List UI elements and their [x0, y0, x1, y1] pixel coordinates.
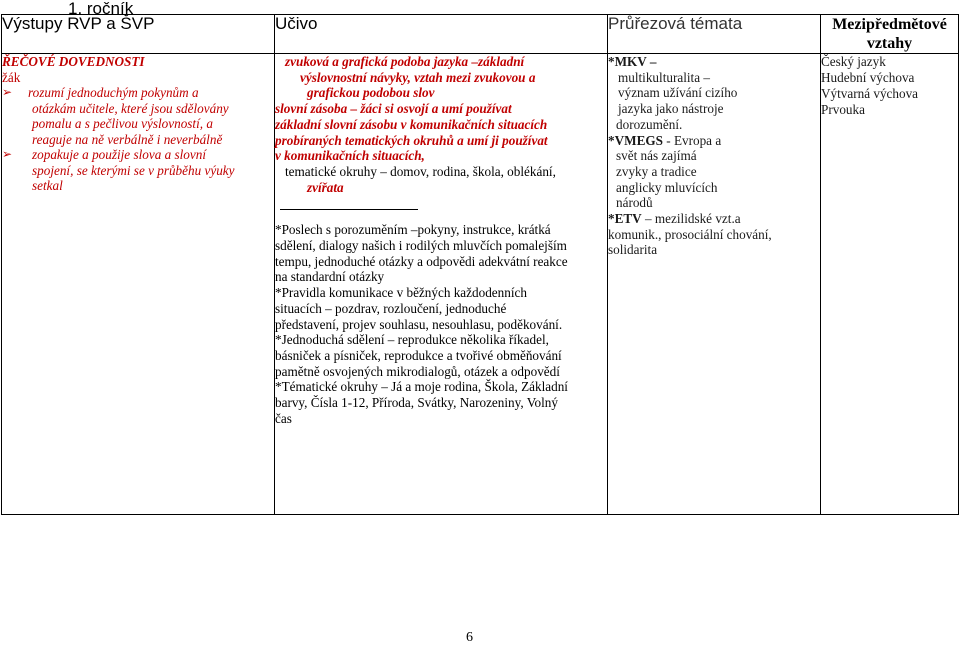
outcomes-title: ŘEČOVÉ DOVEDNOSTI: [2, 54, 145, 69]
content-red-line: zvuková a grafická podoba jazyka –základní: [285, 54, 525, 69]
theme-etv-title: *ETV – mezilidské vzt.a: [608, 211, 741, 227]
content-paragraph-line: sdělení, dialogy našich i rodilých mluvčích pomalejším: [275, 238, 567, 254]
relation-subject: Prvouka: [821, 102, 865, 117]
content-paragraph-line: *Poslech s porozuměním –pokyny, instrukce, krátká: [275, 222, 551, 238]
outcome-item-line: rozumí jednoduchým pokynům a: [28, 85, 199, 100]
theme-mkv-title: *MKV –: [608, 54, 657, 69]
topics-last: zvířata: [307, 179, 344, 195]
outcomes-cell: [2, 54, 275, 515]
content-paragraph-line: básniček a písniček, reprodukce a tvořivé obměňování: [275, 347, 562, 363]
outcome-item-line: reaguje na ně verbálně i neverbálně: [32, 131, 223, 147]
theme-line: národů: [616, 195, 653, 211]
outcome-item: [2, 85, 274, 101]
theme-vmegs-title: *VMEGS - Evropa a: [608, 132, 722, 148]
themes-cell: [608, 54, 821, 515]
theme-line: jazyka jako nástroje: [618, 101, 724, 117]
arrow-bullet-icon: ➢: [2, 85, 13, 99]
outcomes-subject: žák: [2, 69, 21, 85]
grade-heading: 1. ročník: [68, 0, 134, 18]
outcome-item: [2, 147, 274, 163]
relation-subject: Výtvarná výchova: [821, 86, 919, 101]
theme-line: komunik., prosociální chování,: [608, 226, 772, 242]
outcome-item-line: spojení, se kterými se v průběhu výuky: [32, 162, 235, 178]
content-paragraph-line: představení, projev souhlasu, nesouhlasu, poděkování.: [275, 316, 563, 332]
relation-subject: Český jazyk: [821, 54, 886, 69]
header-relations-line2: vztahy: [866, 35, 913, 52]
content-paragraph-line: *Jednoduchá sdělení – reprodukce několika říkadel,: [275, 332, 549, 348]
content-paragraph-line: *Pravidla komunikace v běžných každodenních: [275, 285, 527, 301]
page-number: 6: [466, 630, 473, 645]
header-relations-line1: Mezipředmětové: [832, 16, 947, 33]
curriculum-table: [1, 14, 959, 515]
outcome-item-line: pomalu a s pečlivou výslovností, a: [32, 116, 213, 131]
content-red-line: slovní zásoba – žáci si osvojí a umí používat: [275, 101, 512, 117]
content-paragraph-line: *Tématické okruhy – Já a moje rodina, Škola, Základní: [275, 379, 568, 395]
theme-line: dorozumění.: [616, 116, 683, 132]
theme-line: multikulturalita –: [618, 69, 710, 85]
header-content: Učivo: [275, 15, 608, 54]
theme-line: svět nás zajímá: [616, 148, 697, 164]
content-red-line: probíraných tematických okruhů a umí ji používat: [275, 132, 548, 148]
arrow-bullet-icon: ➢: [2, 147, 13, 161]
content-cell: [275, 54, 608, 515]
content-red-line: základní slovní zásobu v komunikačních situacích: [275, 116, 548, 132]
theme-line: zvyky a tradice: [616, 163, 697, 179]
header-row: [2, 15, 959, 54]
content-row: [2, 54, 959, 515]
content-paragraph-line: pamětně osvojených mikrodialogů, otázek a odpovědí: [275, 363, 560, 379]
relation-subject: Hudební výchova: [821, 70, 915, 85]
content-paragraph-line: čas: [275, 410, 292, 426]
theme-line: solidarita: [608, 242, 658, 258]
content-red-line: v komunikačních situacích,: [275, 148, 425, 164]
content-paragraph-line: barvy, Čísla 1-12, Příroda, Svátky, Narozeniny, Volný: [275, 395, 558, 411]
theme-line: anglicky mluvících: [616, 179, 718, 195]
header-outcomes: Výstupy RVP a ŠVP: [2, 15, 275, 54]
outcome-item-line: otázkám učitele, které jsou sdělovány: [32, 100, 229, 116]
topics-line: tematické okruhy – domov, rodina, škola, oblékání,: [285, 163, 556, 179]
outcome-item-line: setkal: [32, 178, 63, 193]
relations-cell: [821, 54, 959, 515]
outcome-item-line: zopakuje a použije slova a slovní: [32, 147, 206, 162]
header-relations: [821, 15, 959, 54]
content-paragraph-line: situacích – pozdrav, rozloučení, jednoduché: [275, 300, 507, 316]
header-themes: Průřezová témata: [608, 15, 821, 54]
content-paragraph-line: na standardní otázky: [275, 269, 385, 285]
content-paragraph-line: tempu, jednoduché otázky a odpovědi adekvátní reakce: [275, 253, 568, 269]
content-red-line: grafickou podobou slov: [307, 85, 435, 101]
divider-line: [280, 201, 418, 210]
theme-line: význam užívání cizího: [618, 85, 738, 101]
content-red-line: výslovnostní návyky, vztah mezi zvukovou a: [300, 69, 536, 85]
